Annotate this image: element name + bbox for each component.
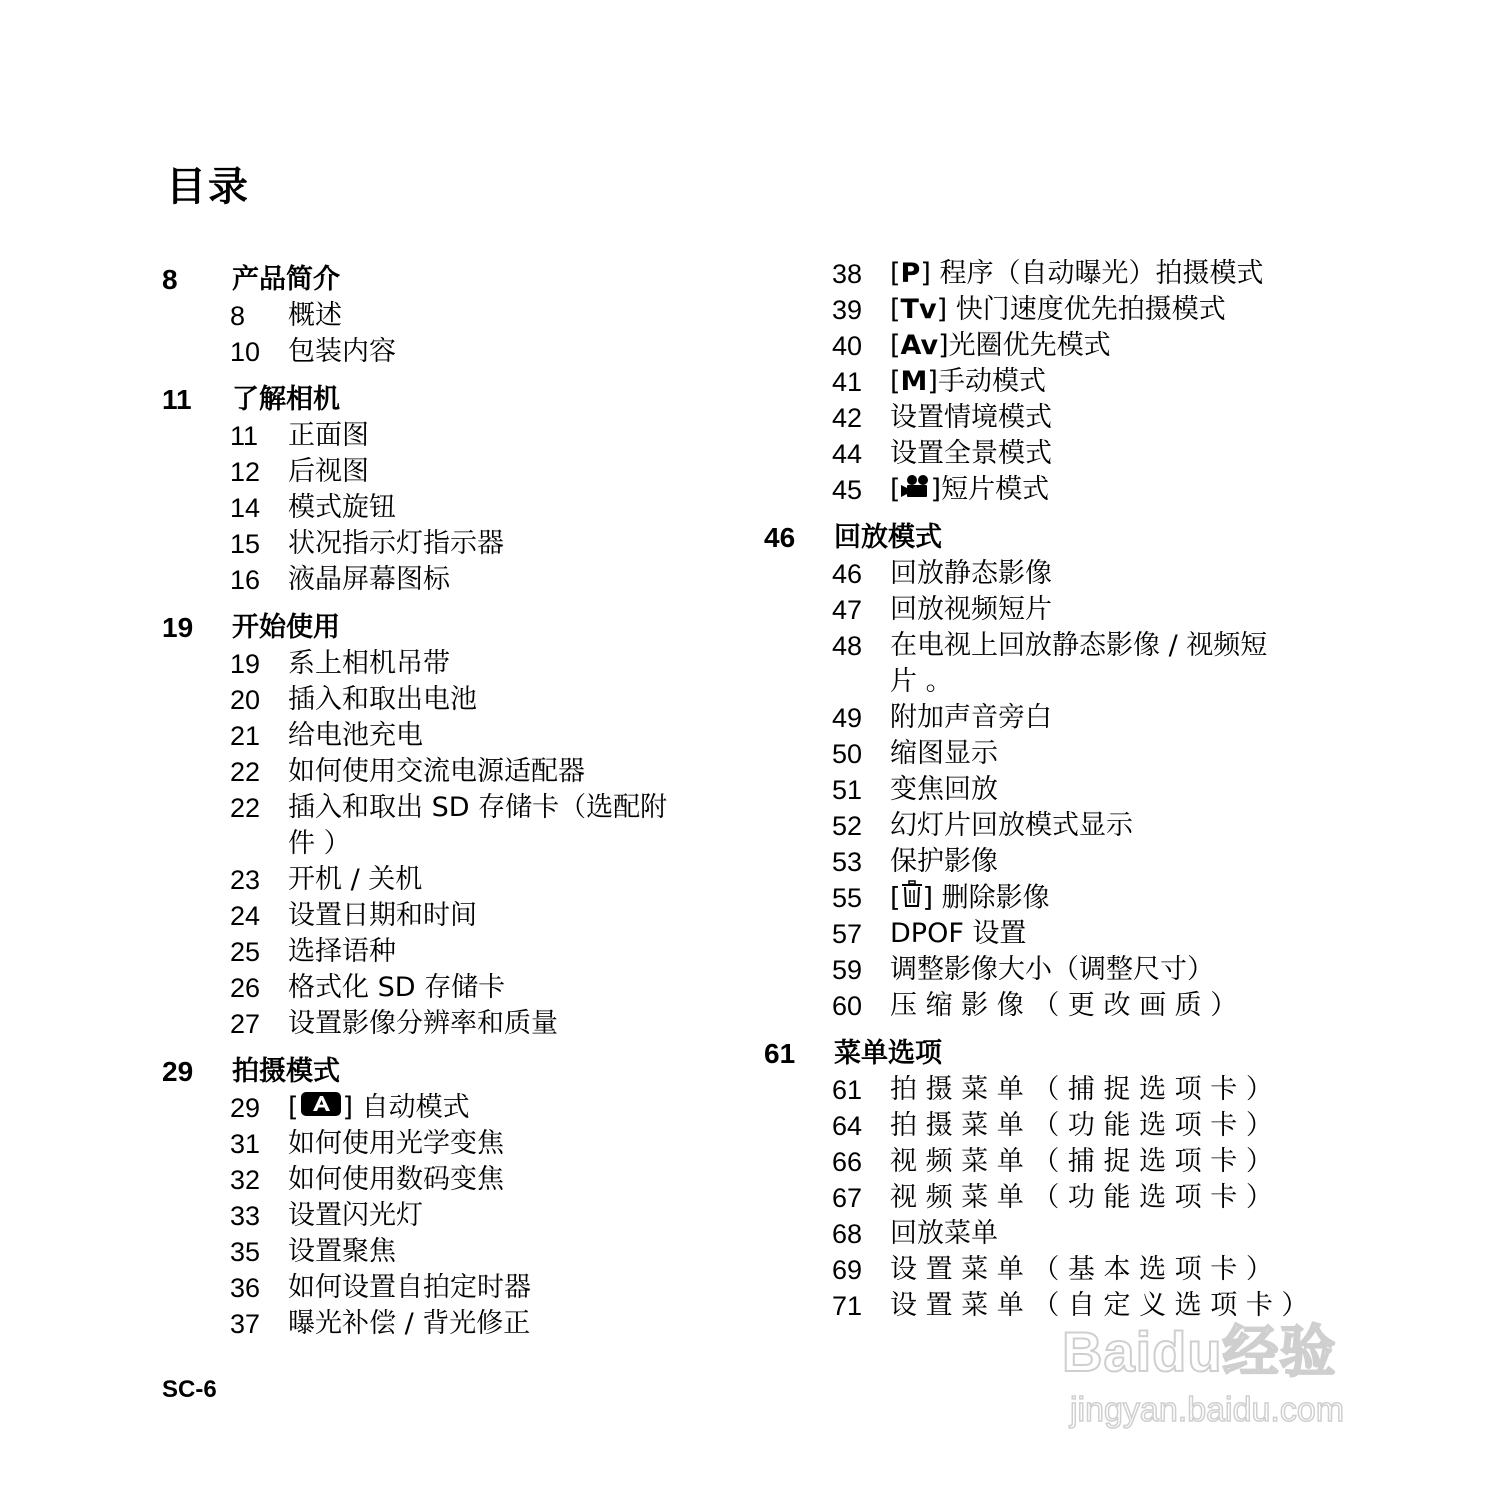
toc-entry-page: 14 bbox=[230, 493, 261, 523]
toc-entry-title: 如何使用数码变焦 bbox=[288, 1164, 504, 1195]
toc-entry-page: 60 bbox=[832, 991, 863, 1021]
bracket-open: [ bbox=[890, 882, 901, 914]
toc-entry-title: 系上相机吊带 bbox=[288, 648, 450, 679]
entry-label: ]短片模式 bbox=[930, 474, 1050, 505]
toc-entry-page: 25 bbox=[230, 937, 261, 967]
toc-entry-title: 压 缩 影 像 （ 更 改 画 质 ） bbox=[890, 990, 1238, 1021]
entry-label: ] 删除影像 bbox=[922, 882, 1050, 914]
toc-entry-page: 38 bbox=[832, 259, 863, 289]
toc-entry-page: 71 bbox=[832, 1291, 863, 1321]
toc-entry-page: 31 bbox=[230, 1129, 261, 1159]
movie-camera-icon bbox=[901, 473, 931, 509]
toc-entry-page: 23 bbox=[230, 865, 261, 895]
bracket-open: [ bbox=[288, 1092, 299, 1123]
toc-entry-title: 设置情境模式 bbox=[890, 402, 1052, 433]
toc-entry-page: 51 bbox=[832, 775, 863, 805]
toc-entry-page: 33 bbox=[230, 1201, 261, 1231]
baidu-watermark bbox=[1062, 1320, 1407, 1440]
toc-entry-title: 模式旋钮 bbox=[288, 492, 396, 523]
toc-entry-title: 设置全景模式 bbox=[890, 438, 1052, 469]
entry-label: ] 快门速度优先拍摄模式 bbox=[936, 294, 1226, 325]
toc-entry-title: 包装内容 bbox=[288, 336, 396, 367]
toc-entry-title: 正面图 bbox=[288, 420, 369, 451]
toc-entry-title bbox=[890, 472, 1049, 509]
toc-entry-page: 37 bbox=[230, 1309, 261, 1339]
toc-entry-title: 拍 摄 菜 单 （ 捕 捉 选 项 卡 ） bbox=[890, 1074, 1273, 1105]
toc-entry-title: 设置日期和时间 bbox=[288, 900, 477, 931]
toc-entry-title: 设置聚焦 bbox=[288, 1236, 396, 1267]
toc-entry-page: 39 bbox=[832, 295, 863, 325]
toc-entry-page: 53 bbox=[832, 847, 863, 877]
toc-section-page: 61 bbox=[764, 1038, 796, 1069]
toc-entry-page: 69 bbox=[832, 1255, 863, 1285]
toc-entry-title: 设置闪光灯 bbox=[288, 1200, 423, 1231]
toc-entry-page: 67 bbox=[832, 1183, 863, 1213]
toc-section-title: 产品简介 bbox=[232, 264, 340, 295]
toc-entry-title: 回放视频短片 bbox=[890, 594, 1052, 625]
toc-entry-title bbox=[890, 364, 1046, 400]
entry-label: ] 程序（自动曝光）拍摄模式 bbox=[920, 258, 1264, 289]
toc-entry-page: 10 bbox=[230, 337, 261, 367]
toc-entry-page: 44 bbox=[832, 439, 863, 469]
toc-section-page: 46 bbox=[764, 522, 796, 553]
toc-entry-page: 50 bbox=[832, 739, 863, 769]
toc-entry-page: 8 bbox=[230, 301, 246, 331]
toc-entry-page: 41 bbox=[832, 367, 863, 397]
trash-icon bbox=[901, 880, 923, 918]
toc-entry-page: 68 bbox=[832, 1219, 863, 1249]
entry-label: ] 自动模式 bbox=[342, 1092, 470, 1123]
toc-entry-page: 29 bbox=[230, 1093, 261, 1123]
toc-entry-title-continued: 片 。 bbox=[890, 666, 953, 697]
toc-entry-title: 回放菜单 bbox=[890, 1218, 998, 1249]
toc-entry-title bbox=[288, 1090, 470, 1127]
toc-entry-page: 36 bbox=[230, 1273, 261, 1303]
watermark-url: jingyan.baidu.com bbox=[1070, 1391, 1345, 1429]
toc-entry-title: 如何使用交流电源适配器 bbox=[288, 756, 585, 787]
toc-section-title: 开始使用 bbox=[232, 612, 340, 643]
toc-entry-page: 35 bbox=[230, 1237, 261, 1267]
toc-entry-page: 64 bbox=[832, 1111, 863, 1141]
toc-entry-page: 15 bbox=[230, 529, 261, 559]
toc-entry-page: 22 bbox=[230, 793, 261, 823]
watermark-logo: Baidu经验 bbox=[1062, 1320, 1337, 1383]
auto-mode-icon bbox=[299, 1091, 343, 1127]
toc-entry-title: 状况指示灯指示器 bbox=[288, 528, 504, 559]
toc-entry-page: 19 bbox=[230, 649, 261, 679]
toc-entry-page: 57 bbox=[832, 919, 863, 949]
toc-entry-page: 11 bbox=[230, 421, 259, 451]
toc-section-title: 拍摄模式 bbox=[232, 1056, 340, 1087]
toc-entry-title bbox=[890, 256, 1263, 292]
toc-entry-page: 42 bbox=[832, 403, 863, 433]
toc-entry-page: 32 bbox=[230, 1165, 261, 1195]
toc-entry-title: 设 置 菜 单 （ 基 本 选 项 卡 ） bbox=[890, 1254, 1273, 1285]
toc-entry-page: 45 bbox=[832, 475, 863, 505]
toc-entry-title bbox=[890, 328, 1111, 364]
toc-entry-title: 格式化 SD 存储卡 bbox=[288, 972, 506, 1003]
toc-entry-title: 液晶屏幕图标 bbox=[288, 564, 450, 595]
toc-entry-title: 缩图显示 bbox=[890, 738, 998, 769]
bracket-open: [ bbox=[890, 294, 901, 325]
toc-entry-title: 保护影像 bbox=[890, 846, 998, 877]
toc-entry-title: 插入和取出电池 bbox=[288, 684, 477, 715]
toc-entry-page: 61 bbox=[832, 1075, 863, 1105]
toc-entry-title: 在电视上回放静态影像 / 视频短 bbox=[890, 630, 1268, 661]
toc-section-page: 8 bbox=[162, 264, 178, 295]
bracket-open: [ bbox=[890, 258, 901, 289]
toc-entry-title: 视 频 菜 单 （ 功 能 选 项 卡 ） bbox=[890, 1182, 1273, 1213]
toc-entry-title: 幻灯片回放模式显示 bbox=[890, 810, 1133, 841]
toc-section-page: 29 bbox=[162, 1056, 194, 1087]
toc-entry-title: 附加声音旁白 bbox=[890, 702, 1052, 733]
toc-section-page: 19 bbox=[162, 612, 194, 643]
toc-entry-title: 视 频 菜 单 （ 捕 捉 选 项 卡 ） bbox=[890, 1146, 1273, 1177]
toc-entry-title: 如何设置自拍定时器 bbox=[288, 1272, 531, 1303]
toc-entry-page: 24 bbox=[230, 901, 261, 931]
mode-letter: M bbox=[900, 366, 928, 397]
toc-entry-title: 设置影像分辨率和质量 bbox=[288, 1008, 558, 1039]
toc-entry-page: 22 bbox=[230, 757, 261, 787]
toc-section-title: 回放模式 bbox=[834, 522, 942, 553]
toc-entry-title bbox=[890, 880, 1050, 918]
toc-entry-title: 后视图 bbox=[288, 456, 369, 487]
toc-entry-title: 变焦回放 bbox=[890, 774, 998, 805]
toc-entry-title: 插入和取出 SD 存储卡（选配附 bbox=[288, 792, 668, 823]
toc-section-title: 了解相机 bbox=[232, 384, 340, 415]
toc-entry-page: 59 bbox=[832, 955, 863, 985]
toc-section-page: 11 bbox=[162, 384, 192, 415]
toc-entry-page: 48 bbox=[832, 631, 863, 661]
toc-entry-page: 16 bbox=[230, 565, 261, 595]
toc-entry-title: 曝光补偿 / 背光修正 bbox=[288, 1308, 531, 1339]
toc-entry-title: DPOF 设置 bbox=[890, 918, 1027, 949]
toc-entry-title: 拍 摄 菜 单 （ 功 能 选 项 卡 ） bbox=[890, 1110, 1273, 1141]
mode-letter: Tv bbox=[900, 294, 937, 325]
bracket-open: [ bbox=[890, 474, 901, 505]
toc-entry-page: 49 bbox=[832, 703, 863, 733]
toc-entry-page: 21 bbox=[230, 721, 261, 751]
entry-label: ]手动模式 bbox=[927, 366, 1046, 397]
toc-entry-page: 12 bbox=[230, 457, 261, 487]
toc-entry-page: 20 bbox=[230, 685, 261, 715]
toc-entry-page: 66 bbox=[832, 1147, 863, 1177]
page-title: 目录 bbox=[166, 164, 250, 210]
toc-entry-title: 开机 / 关机 bbox=[288, 864, 423, 895]
toc-entry-title-continued: 件 ） bbox=[288, 828, 351, 859]
toc-entry-title: 概述 bbox=[288, 300, 342, 331]
toc-entry-title bbox=[890, 292, 1226, 328]
toc-entry-title: 调整影像大小（调整尺寸） bbox=[890, 954, 1214, 985]
toc-entry-title: 选择语种 bbox=[288, 936, 396, 967]
toc-entry-page: 27 bbox=[230, 1009, 261, 1039]
toc-section-title: 菜单选项 bbox=[834, 1038, 942, 1069]
toc-entry-title: 给电池充电 bbox=[288, 720, 423, 751]
toc-entry-page: 47 bbox=[832, 595, 863, 625]
toc-entry-title: 回放静态影像 bbox=[890, 558, 1052, 589]
toc-entry-page: 26 bbox=[230, 973, 261, 1003]
page-number: SC-6 bbox=[162, 1376, 217, 1403]
mode-letter: P bbox=[900, 258, 921, 289]
toc-entry-title: 设 置 菜 单 （ 自 定 义 选 项 卡 ） bbox=[890, 1290, 1309, 1321]
entry-label: ]光圈优先模式 bbox=[938, 330, 1111, 361]
toc-entry-page: 55 bbox=[832, 883, 863, 913]
bracket-open: [ bbox=[890, 330, 901, 361]
mode-letter: Av bbox=[900, 330, 939, 361]
toc-entry-page: 46 bbox=[832, 559, 863, 589]
toc-entry-title: 如何使用光学变焦 bbox=[288, 1128, 504, 1159]
bracket-open: [ bbox=[890, 366, 901, 397]
toc-entry-page: 40 bbox=[832, 331, 863, 361]
toc-entry-page: 52 bbox=[832, 811, 863, 841]
